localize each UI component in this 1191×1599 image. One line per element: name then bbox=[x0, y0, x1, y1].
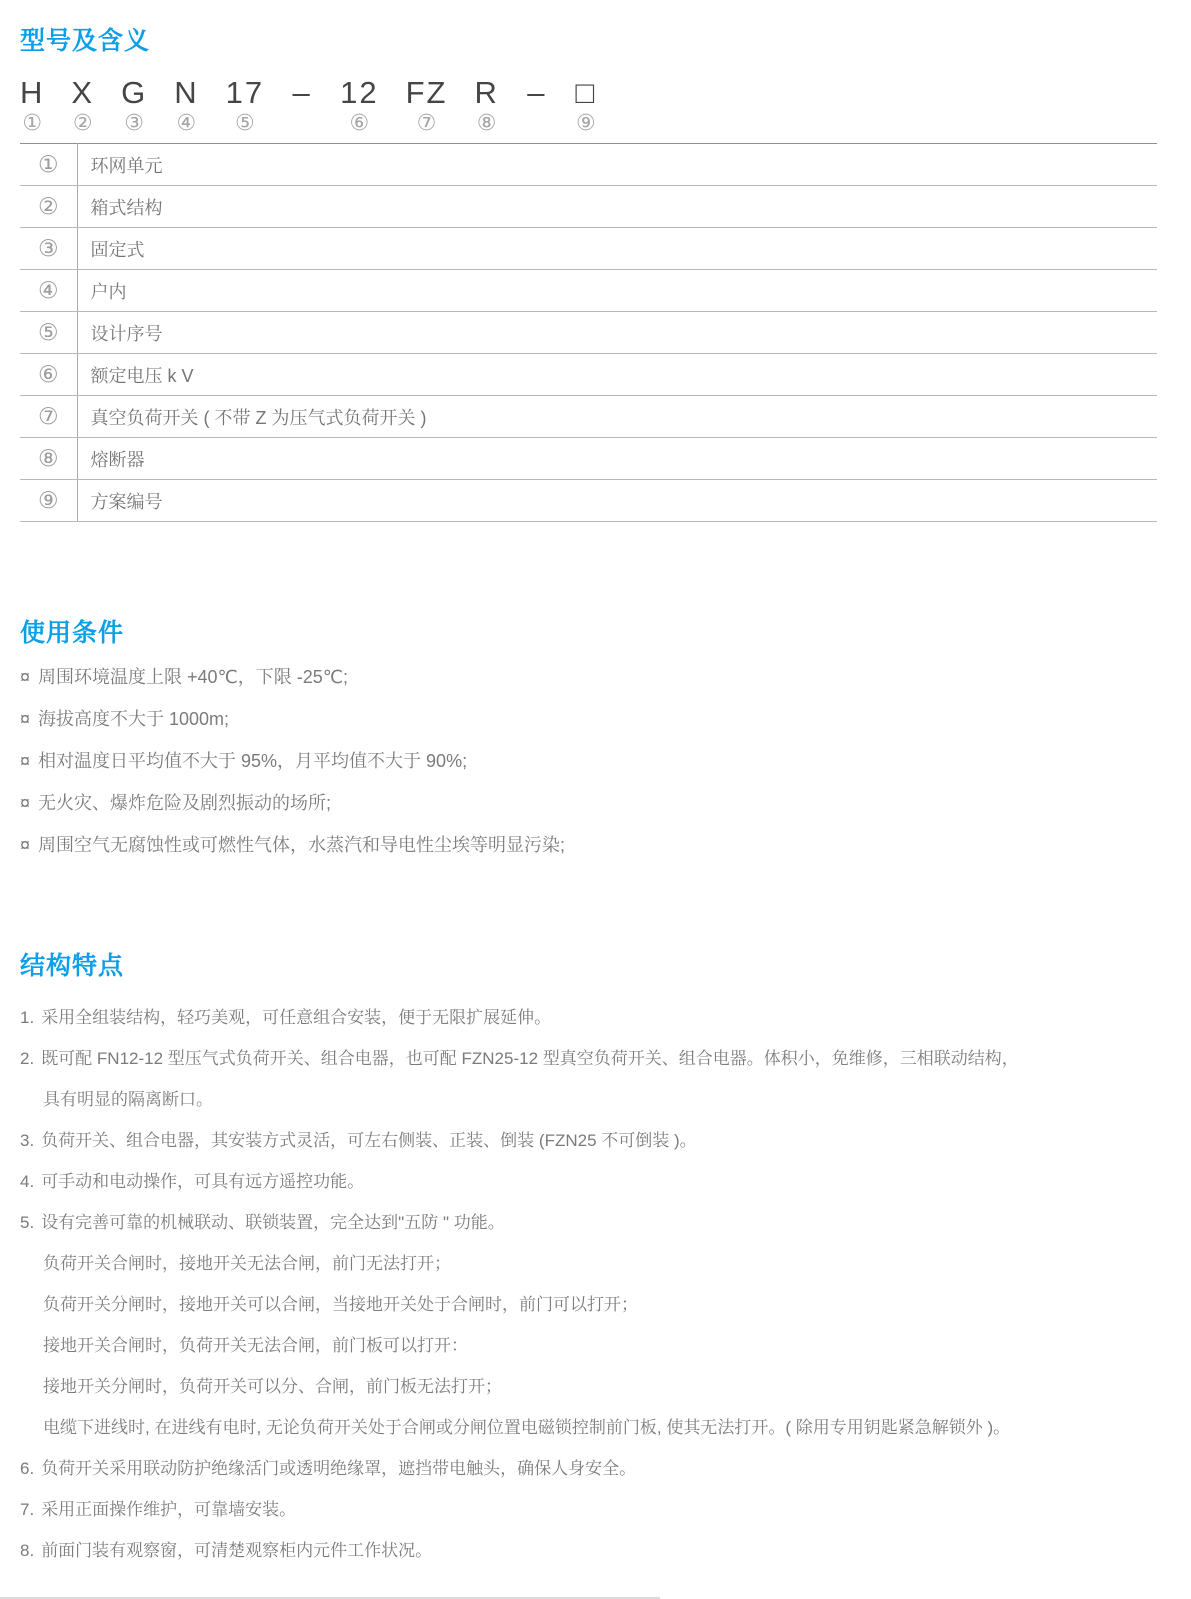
model-symbol: N bbox=[174, 75, 199, 110]
condition-text: 相对温度日平均值不大于 95%，月平均值不大于 90%; bbox=[38, 751, 468, 771]
list-item bbox=[20, 1448, 1157, 1489]
model-index: ① bbox=[22, 110, 43, 135]
item-number: 5. bbox=[20, 1213, 35, 1232]
list-item-continuation bbox=[20, 1079, 1157, 1120]
list-item bbox=[20, 997, 1157, 1038]
model-symbol: FZ bbox=[405, 75, 448, 110]
list-item bbox=[20, 782, 1157, 824]
model-part-dash bbox=[291, 76, 313, 111]
row-number: ⑦ bbox=[20, 396, 77, 438]
model-symbol: X bbox=[71, 75, 95, 110]
model-symbol: R bbox=[474, 75, 499, 110]
feature-text: 既可配 FN12-12 型压气式负荷开关、组合电器，也可配 FZN25-12 型真空负荷开关、组合电器。体积小，免维修，三相联动结构， bbox=[41, 1049, 1019, 1068]
row-number: ⑤ bbox=[20, 312, 77, 354]
row-description: 箱式结构 bbox=[77, 186, 1157, 228]
row-number: ③ bbox=[20, 228, 77, 270]
list-item bbox=[20, 824, 1157, 866]
section-title-structural-features: 结构特点 bbox=[20, 952, 125, 980]
dash-symbol: – bbox=[527, 75, 547, 110]
model-part bbox=[20, 76, 44, 135]
section-title-model-meaning: 型号及含义 bbox=[20, 27, 151, 55]
model-part bbox=[474, 76, 498, 135]
bullet-marker: ¤ bbox=[20, 667, 31, 687]
row-description: 真空负荷开关 ( 不带 Z 为压气式负荷开关 ) bbox=[77, 396, 1157, 438]
model-index: ⑧ bbox=[476, 110, 497, 135]
feature-text: 可手动和电动操作，可具有远方遥控功能。 bbox=[41, 1172, 365, 1191]
row-number: ⑨ bbox=[20, 480, 77, 522]
row-number: ② bbox=[20, 186, 77, 228]
table-row bbox=[20, 270, 1157, 312]
model-designation bbox=[20, 76, 1157, 135]
feature-text: 前面门装有观察窗，可清楚观察柜内元件工作状况。 bbox=[41, 1541, 433, 1560]
bullet-marker: ¤ bbox=[20, 793, 31, 813]
structural-features-list bbox=[20, 997, 1157, 1571]
feature-text: 负荷开关合闸时，接地开关无法合闸，前门无法打开； bbox=[43, 1254, 451, 1273]
list-item bbox=[20, 1120, 1157, 1161]
table-row bbox=[20, 144, 1157, 186]
table-row bbox=[20, 312, 1157, 354]
bullet-marker: ¤ bbox=[20, 709, 31, 729]
item-number: 1. bbox=[20, 1008, 35, 1027]
feature-text: 负荷开关、组合电器，其安装方式灵活，可左右侧装、正装、倒装 (FZN25 不可倒装 )。 bbox=[41, 1131, 697, 1150]
dash-symbol: – bbox=[292, 75, 312, 110]
item-number: 4. bbox=[20, 1172, 35, 1191]
model-symbol: H bbox=[20, 75, 45, 110]
model-part bbox=[226, 76, 264, 135]
row-description: 熔断器 bbox=[77, 438, 1157, 480]
model-part bbox=[121, 76, 147, 135]
model-part-dash bbox=[526, 76, 548, 111]
table-row bbox=[20, 438, 1157, 480]
model-part bbox=[406, 76, 448, 135]
model-index: ② bbox=[72, 110, 93, 135]
model-symbol: 12 bbox=[340, 75, 379, 110]
row-description: 户内 bbox=[77, 270, 1157, 312]
feature-text: 采用全组装结构，轻巧美观，可任意组合安装，便于无限扩展延伸。 bbox=[41, 1008, 552, 1027]
item-number: 3. bbox=[20, 1131, 35, 1150]
condition-text: 周围环境温度上限 +40℃，下限 -25℃; bbox=[38, 667, 348, 687]
placeholder-box-symbol: □ bbox=[575, 75, 597, 110]
table-row bbox=[20, 186, 1157, 228]
list-subitem bbox=[20, 1284, 1157, 1325]
table-row bbox=[20, 396, 1157, 438]
feature-text: 接地开关分闸时，负荷开关可以分、合闸，前门板无法打开； bbox=[43, 1377, 502, 1396]
row-description: 固定式 bbox=[77, 228, 1157, 270]
feature-text: 设有完善可靠的机械联动、联锁装置，完全达到"五防 " 功能。 bbox=[41, 1213, 505, 1232]
row-description: 环网单元 bbox=[77, 144, 1157, 186]
item-number: 7. bbox=[20, 1500, 35, 1519]
condition-text: 周围空气无腐蚀性或可燃性气体，水蒸汽和导电性尘埃等明显污染; bbox=[38, 835, 566, 855]
list-item bbox=[20, 698, 1157, 740]
list-subitem bbox=[20, 1243, 1157, 1284]
section-title-usage-conditions: 使用条件 bbox=[20, 619, 125, 647]
list-item bbox=[20, 1530, 1157, 1571]
list-item bbox=[20, 1489, 1157, 1530]
model-symbol: 17 bbox=[225, 75, 265, 110]
row-description: 方案编号 bbox=[77, 480, 1157, 522]
model-part-placeholder-box bbox=[575, 76, 597, 135]
list-subitem bbox=[20, 1325, 1157, 1366]
bullet-marker: ¤ bbox=[20, 751, 31, 771]
feature-text: 采用正面操作维护，可靠墙安装。 bbox=[41, 1500, 297, 1519]
model-index: ③ bbox=[124, 110, 144, 135]
row-number: ⑧ bbox=[20, 438, 77, 480]
feature-text: 电缆下进线时, 在进线有电时, 无论负荷开关处于合闸或分闸位置电磁锁控制前门板, 使其无法打开。( 除用专用钥匙紧急解锁外 )。 bbox=[43, 1418, 1011, 1437]
table-row bbox=[20, 354, 1157, 396]
list-item bbox=[20, 1161, 1157, 1202]
list-subitem bbox=[20, 1407, 1157, 1448]
list-subitem bbox=[20, 1366, 1157, 1407]
table-row bbox=[20, 480, 1157, 522]
row-number: ⑥ bbox=[20, 354, 77, 396]
model-part bbox=[174, 76, 198, 135]
model-index: ⑥ bbox=[349, 110, 370, 135]
catalog-page bbox=[0, 25, 1191, 1571]
usage-conditions-list bbox=[20, 656, 1157, 866]
item-number: 2. bbox=[20, 1049, 35, 1068]
list-item bbox=[20, 1202, 1157, 1243]
list-item bbox=[20, 656, 1157, 698]
row-description: 额定电压 k V bbox=[77, 354, 1157, 396]
model-index: ⑦ bbox=[416, 110, 437, 135]
feature-text: 具有明显的隔离断口。 bbox=[43, 1090, 213, 1109]
model-index: ④ bbox=[176, 110, 197, 135]
model-part bbox=[340, 76, 378, 135]
condition-text: 海拔高度不大于 1000m; bbox=[38, 709, 230, 729]
list-item bbox=[20, 1038, 1157, 1079]
row-number: ④ bbox=[20, 270, 77, 312]
row-description: 设计序号 bbox=[77, 312, 1157, 354]
bullet-marker: ¤ bbox=[20, 835, 31, 855]
feature-text: 接地开关合闸时，负荷开关无法合闸，前门板可以打开： bbox=[43, 1336, 468, 1355]
list-item bbox=[20, 740, 1157, 782]
model-part bbox=[71, 76, 94, 135]
model-symbol: G bbox=[121, 75, 148, 110]
row-number: ① bbox=[20, 144, 77, 186]
model-meaning-table bbox=[20, 143, 1157, 522]
item-number: 8. bbox=[20, 1541, 35, 1560]
model-index: ⑨ bbox=[575, 110, 596, 135]
feature-text: 负荷开关采用联动防护绝缘活门或透明绝缘罩，遮挡带电触头，确保人身安全。 bbox=[41, 1459, 637, 1478]
feature-text: 负荷开关分闸时，接地开关可以合闸，当接地开关处于合闸时，前门可以打开； bbox=[43, 1295, 638, 1314]
model-index: ⑤ bbox=[234, 110, 255, 135]
item-number: 6. bbox=[20, 1459, 35, 1478]
table-row bbox=[20, 228, 1157, 270]
condition-text: 无火灾、爆炸危险及剧烈振动的场所; bbox=[38, 793, 332, 813]
